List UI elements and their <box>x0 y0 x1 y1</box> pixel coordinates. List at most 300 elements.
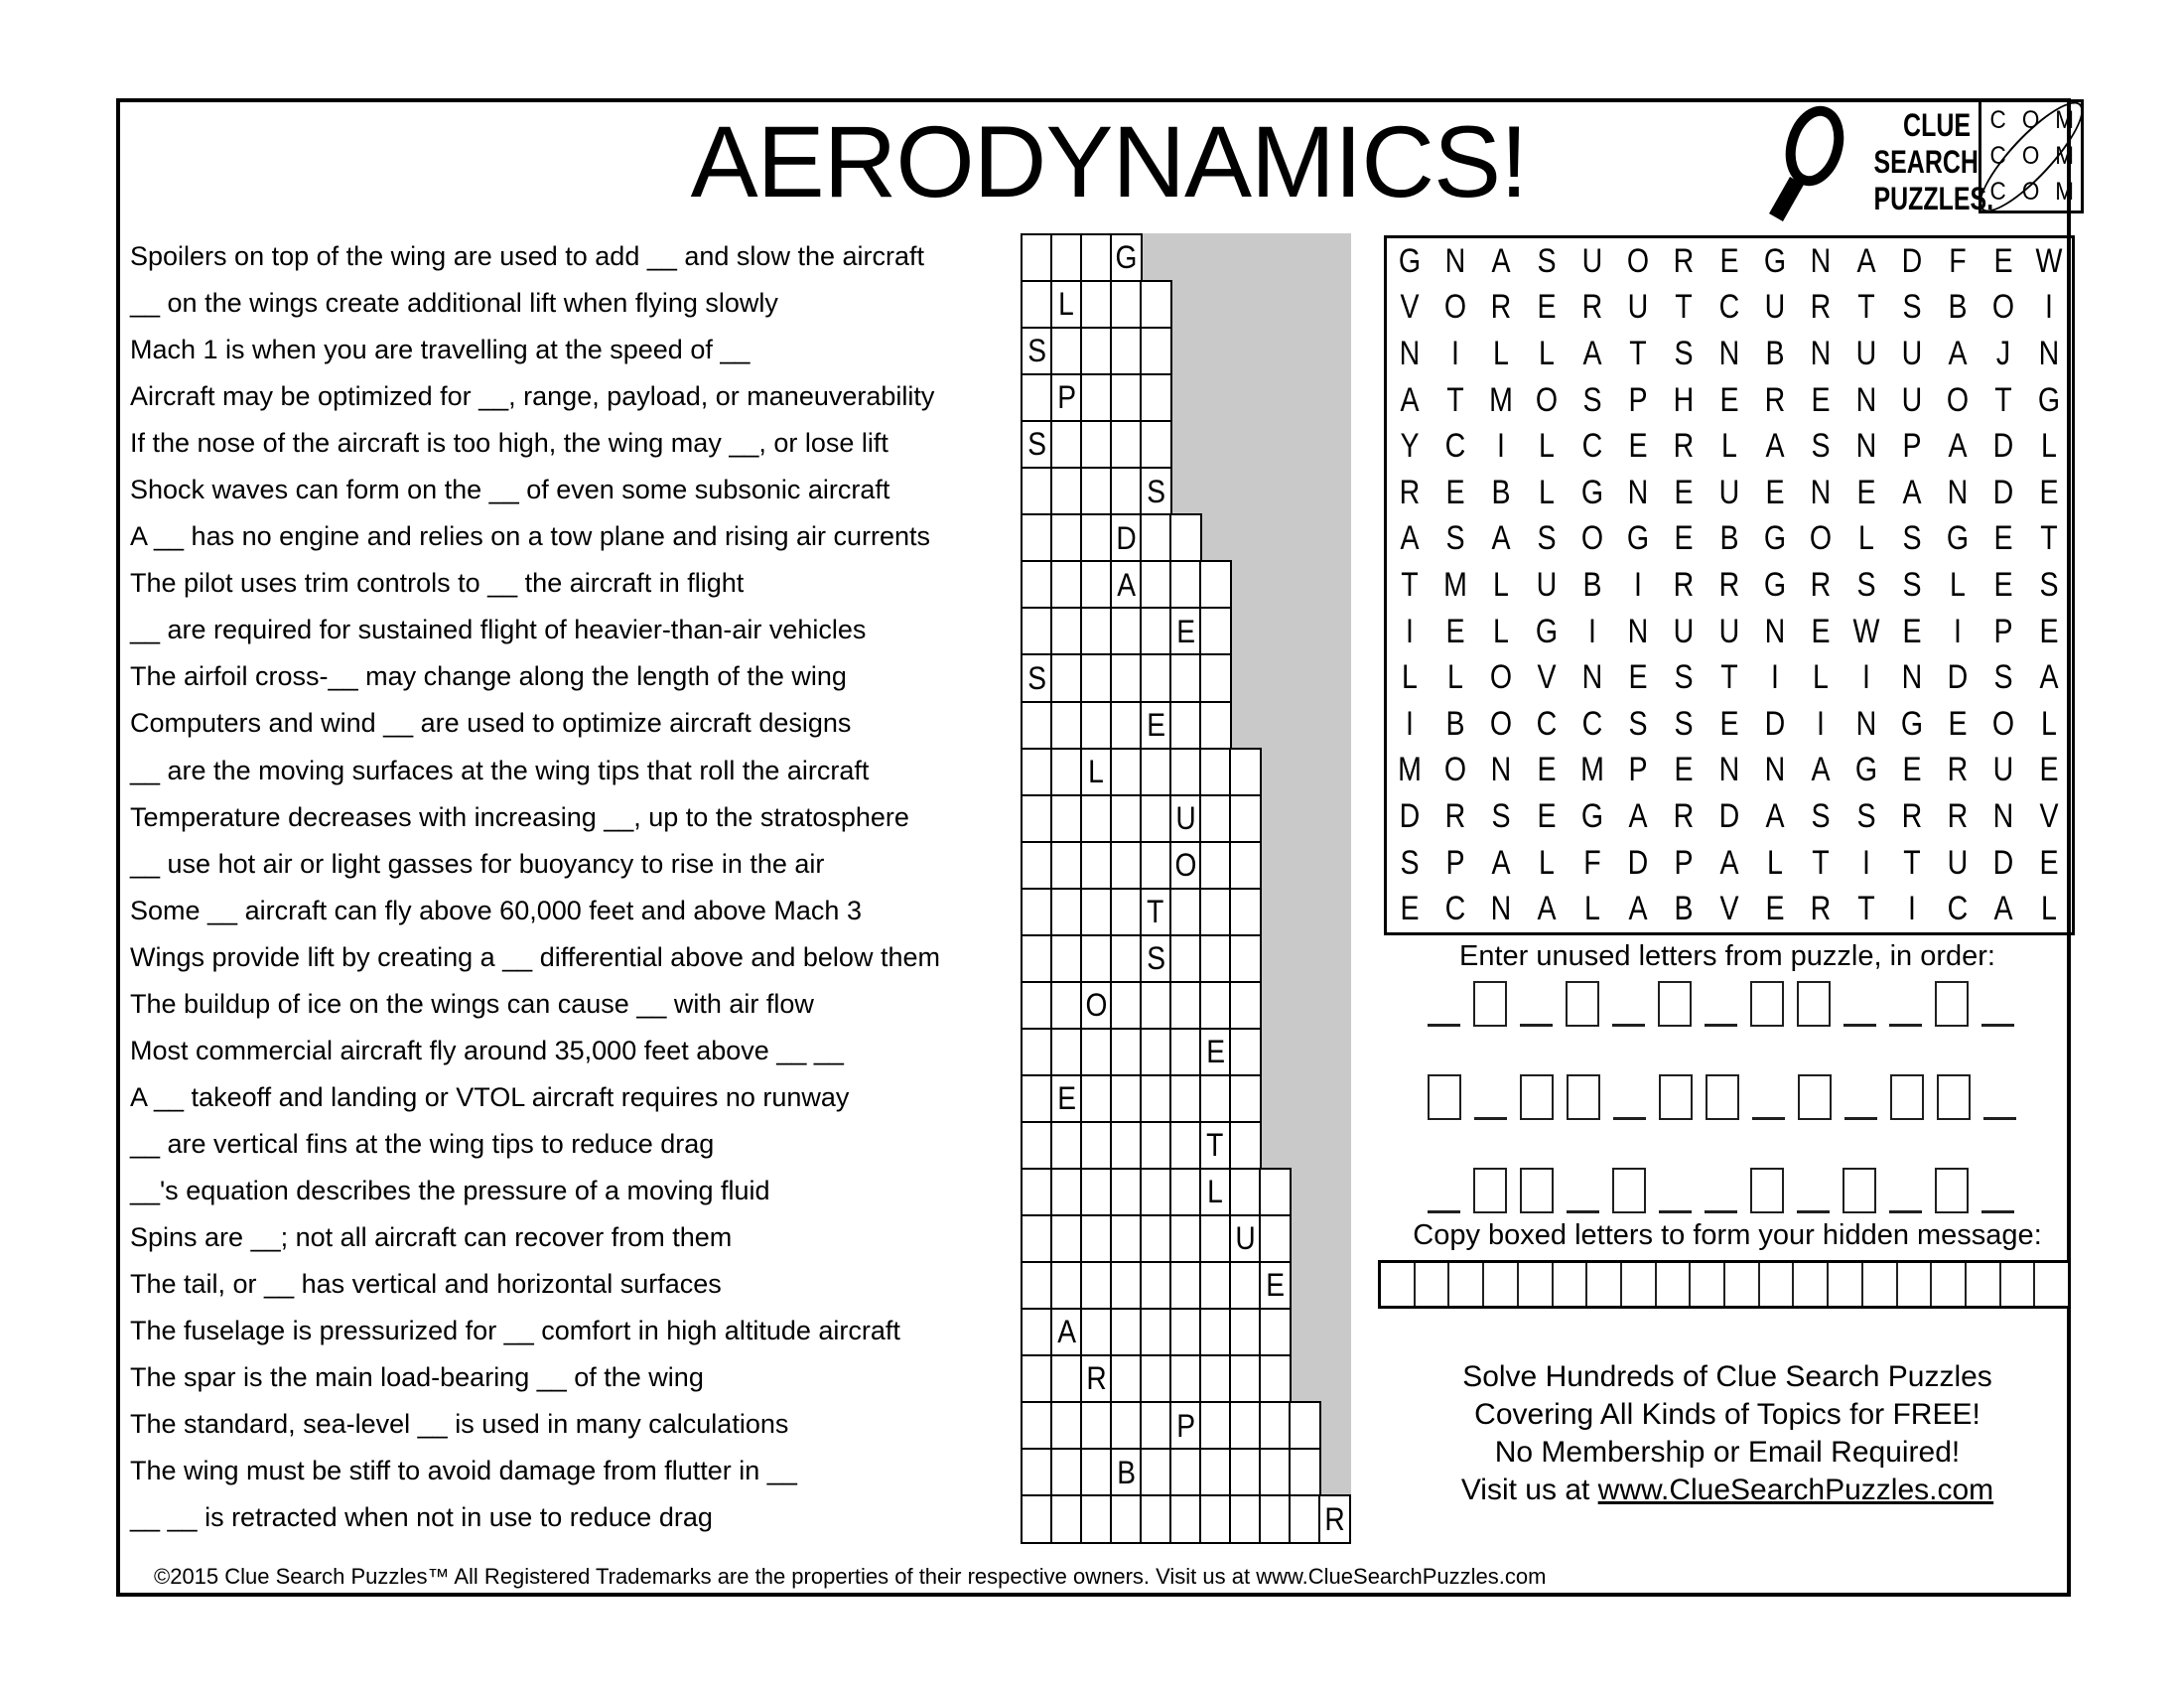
wordsearch-letter[interactable]: N <box>2038 334 2060 372</box>
crossword-cell[interactable] <box>1140 280 1172 330</box>
unused-letter-blank[interactable] <box>1981 1210 2014 1213</box>
crossword-cell[interactable] <box>1080 1448 1113 1497</box>
crossword-cell[interactable] <box>1169 981 1202 1031</box>
wordsearch-letter[interactable]: T <box>1857 890 1875 928</box>
wordsearch-letter[interactable]: E <box>1719 241 1739 280</box>
wordsearch-letter[interactable]: L <box>1447 658 1463 697</box>
wordsearch-letter[interactable]: N <box>1718 751 1740 789</box>
wordsearch-letter[interactable]: M <box>1580 751 1604 789</box>
wordsearch-letter[interactable]: E <box>1902 751 1922 789</box>
unused-letter-box[interactable] <box>1520 1074 1554 1120</box>
crossword-cell[interactable] <box>1229 794 1262 844</box>
wordsearch-letter[interactable]: L <box>1721 427 1737 466</box>
crossword-cell[interactable] <box>1140 560 1172 610</box>
crossword-cell[interactable] <box>1110 701 1143 751</box>
crossword-cell[interactable] <box>1110 607 1143 656</box>
wordsearch-letter[interactable]: N <box>1444 241 1466 280</box>
wordsearch-letter[interactable]: N <box>1992 796 2014 835</box>
wordsearch-letter[interactable]: T <box>1812 843 1830 882</box>
wordsearch-letter[interactable]: N <box>1490 751 1512 789</box>
wordsearch-letter[interactable]: G <box>1763 519 1787 558</box>
crossword-cell[interactable] <box>1050 1028 1083 1077</box>
wordsearch-letter[interactable]: U <box>1718 612 1740 650</box>
hidden-message-cell[interactable] <box>1898 1263 1933 1306</box>
unused-letter-blank[interactable] <box>1705 1210 1737 1213</box>
crossword-cell[interactable] <box>1050 233 1083 283</box>
crossword-cell[interactable] <box>1021 1028 1053 1077</box>
wordsearch-letter[interactable]: T <box>1629 334 1647 372</box>
wordsearch-letter[interactable]: E <box>1628 427 1648 466</box>
crossword-cell[interactable] <box>1050 794 1083 844</box>
crossword-cell[interactable] <box>1169 748 1202 797</box>
crossword-cell[interactable] <box>1080 981 1113 1031</box>
wordsearch-letter[interactable]: S <box>1902 565 1922 604</box>
crossword-cell[interactable] <box>1140 841 1172 891</box>
wordsearch-letter[interactable]: G <box>1854 751 1878 789</box>
crossword-cell[interactable] <box>1169 1261 1202 1311</box>
wordsearch-letter[interactable]: Y <box>1400 427 1420 466</box>
crossword-cell[interactable] <box>1229 1261 1262 1311</box>
crossword-cell[interactable] <box>1110 233 1143 283</box>
crossword-cell[interactable] <box>1080 888 1113 937</box>
wordsearch-letter[interactable]: A <box>1993 890 2013 928</box>
crossword-cell[interactable] <box>1080 467 1113 516</box>
wordsearch-letter[interactable]: E <box>1445 473 1465 511</box>
unused-letter-box[interactable] <box>1566 981 1599 1027</box>
wordsearch-letter[interactable]: B <box>1674 890 1694 928</box>
crossword-cell[interactable] <box>1021 1308 1053 1357</box>
unused-letter-box[interactable] <box>1750 981 1784 1027</box>
wordsearch-letter[interactable]: R <box>1673 427 1695 466</box>
wordsearch-letter[interactable]: I <box>1406 612 1414 650</box>
wordsearch-letter[interactable]: N <box>1855 380 1877 419</box>
crossword-cell[interactable] <box>1259 1214 1292 1264</box>
wordsearch-letter[interactable]: P <box>1674 843 1694 882</box>
crossword-cell[interactable] <box>1140 1028 1172 1077</box>
crossword-cell[interactable] <box>1259 1168 1292 1217</box>
crossword-cell[interactable] <box>1021 467 1053 516</box>
wordsearch-letter[interactable]: R <box>1673 796 1695 835</box>
wordsearch-letter[interactable]: V <box>1537 658 1557 697</box>
wordsearch-letter[interactable]: N <box>1581 658 1603 697</box>
crossword-cell[interactable] <box>1110 1028 1143 1077</box>
crossword-cell[interactable] <box>1021 327 1053 376</box>
wordsearch-letter[interactable]: R <box>1673 565 1695 604</box>
wordsearch-letter[interactable]: A <box>1948 334 1968 372</box>
wordsearch-letter[interactable]: S <box>1811 796 1831 835</box>
wordsearch-letter[interactable]: R <box>1810 565 1832 604</box>
unused-letter-box[interactable] <box>1935 1168 1969 1213</box>
unused-letter-box[interactable] <box>1659 1074 1693 1120</box>
crossword-cell[interactable] <box>1050 467 1083 516</box>
wordsearch-letter[interactable]: V <box>1719 890 1739 928</box>
wordsearch-letter[interactable]: J <box>1995 334 2011 372</box>
hidden-message-cell[interactable] <box>1416 1263 1450 1306</box>
wordsearch-letter[interactable]: N <box>1810 334 1832 372</box>
crossword-cell[interactable] <box>1021 934 1053 984</box>
wordsearch-letter[interactable]: I <box>1451 334 1459 372</box>
wordsearch-letter[interactable]: E <box>1400 890 1420 928</box>
wordsearch-letter[interactable]: R <box>1810 288 1832 327</box>
wordsearch-letter[interactable]: V <box>1400 288 1420 327</box>
crossword-cell[interactable] <box>1199 1354 1232 1404</box>
wordsearch-letter[interactable]: A <box>1902 473 1922 511</box>
wordsearch-letter[interactable]: A <box>1765 427 1785 466</box>
crossword-cell[interactable] <box>1021 1354 1053 1404</box>
unused-letter-blank[interactable] <box>1889 1210 1922 1213</box>
wordsearch-letter[interactable]: W <box>1852 612 1880 650</box>
crossword-cell[interactable] <box>1199 888 1232 937</box>
wordsearch-letter[interactable]: D <box>1947 658 1969 697</box>
crossword-cell[interactable] <box>1259 1448 1292 1497</box>
wordsearch-letter[interactable]: D <box>1764 704 1786 743</box>
crossword-cell[interactable] <box>1199 1074 1232 1124</box>
wordsearch-letter[interactable]: E <box>1993 241 2013 280</box>
wordsearch-letter[interactable]: N <box>1810 241 1832 280</box>
wordsearch-letter[interactable]: L <box>2041 427 2057 466</box>
wordsearch-letter[interactable]: S <box>1993 658 2013 697</box>
wordsearch-letter[interactable]: E <box>1993 565 2013 604</box>
wordsearch-letter[interactable]: T <box>1994 380 2012 419</box>
wordsearch-letter[interactable]: L <box>1402 658 1418 697</box>
crossword-cell[interactable] <box>1110 513 1143 563</box>
wordsearch-letter[interactable]: A <box>1491 241 1511 280</box>
wordsearch-letter[interactable]: R <box>1947 796 1969 835</box>
wordsearch-letter[interactable]: N <box>1627 612 1649 650</box>
wordsearch-letter[interactable]: M <box>1443 565 1467 604</box>
wordsearch-letter[interactable]: U <box>1855 334 1877 372</box>
crossword-cell[interactable] <box>1140 1308 1172 1357</box>
crossword-cell[interactable] <box>1259 1261 1292 1311</box>
wordsearch-letter[interactable]: L <box>2041 704 2057 743</box>
unused-letter-blank[interactable] <box>1659 1210 1692 1213</box>
wordsearch-letter[interactable]: O <box>1626 241 1650 280</box>
crossword-cell[interactable] <box>1110 1494 1143 1544</box>
crossword-cell[interactable] <box>1080 327 1113 376</box>
wordsearch-letter[interactable]: C <box>1581 427 1603 466</box>
crossword-cell[interactable] <box>1110 327 1143 376</box>
wordsearch-letter[interactable]: M <box>1489 380 1513 419</box>
crossword-cell[interactable] <box>1080 748 1113 797</box>
hidden-message-cell[interactable] <box>1863 1263 1898 1306</box>
crossword-cell[interactable] <box>1080 1354 1113 1404</box>
wordsearch-letter[interactable]: O <box>1443 288 1467 327</box>
crossword-cell[interactable] <box>1199 701 1232 751</box>
crossword-cell[interactable] <box>1110 1214 1143 1264</box>
wordsearch-letter[interactable]: R <box>1901 796 1923 835</box>
crossword-cell[interactable] <box>1110 1074 1143 1124</box>
wordsearch-letter[interactable]: N <box>1399 334 1421 372</box>
crossword-cell[interactable] <box>1229 1354 1262 1404</box>
wordsearch-letter[interactable]: A <box>1628 796 1648 835</box>
crossword-cell[interactable] <box>1199 841 1232 891</box>
wordsearch-letter[interactable]: E <box>1811 612 1831 650</box>
crossword-cell[interactable] <box>1229 888 1262 937</box>
wordsearch-letter[interactable]: U <box>1536 565 1558 604</box>
wordsearch-letter[interactable]: S <box>1400 843 1420 882</box>
crossword-cell[interactable] <box>1021 513 1053 563</box>
wordsearch-letter[interactable]: S <box>2039 565 2059 604</box>
crossword-cell[interactable] <box>1140 981 1172 1031</box>
crossword-cell[interactable] <box>1259 1494 1292 1544</box>
wordsearch-letter[interactable]: G <box>1398 241 1422 280</box>
crossword-cell[interactable] <box>1169 1448 1202 1497</box>
crossword-cell[interactable] <box>1050 1074 1083 1124</box>
crossword-cell[interactable] <box>1199 607 1232 656</box>
crossword-cell[interactable] <box>1229 1028 1262 1077</box>
unused-letter-box[interactable] <box>1937 1074 1971 1120</box>
wordsearch-letter[interactable]: A <box>1537 890 1557 928</box>
unused-letter-blank[interactable] <box>1567 1210 1599 1213</box>
wordsearch-letter[interactable]: G <box>1763 565 1787 604</box>
crossword-cell[interactable] <box>1021 1261 1053 1311</box>
crossword-cell[interactable] <box>1229 1168 1262 1217</box>
crossword-cell[interactable] <box>1140 1354 1172 1404</box>
crossword-cell[interactable] <box>1050 607 1083 656</box>
wordsearch-letter[interactable]: O <box>1809 519 1833 558</box>
wordsearch-letter[interactable]: L <box>1858 519 1874 558</box>
wordsearch-letter[interactable]: D <box>1399 796 1421 835</box>
crossword-cell[interactable] <box>1021 1121 1053 1171</box>
wordsearch-letter[interactable]: C <box>1536 704 1558 743</box>
crossword-cell[interactable] <box>1169 1354 1202 1404</box>
hidden-message-cell[interactable] <box>1587 1263 1622 1306</box>
crossword-cell[interactable] <box>1080 513 1113 563</box>
crossword-cell[interactable] <box>1140 420 1172 470</box>
crossword-cell[interactable] <box>1110 888 1143 937</box>
wordsearch-letter[interactable]: T <box>1857 288 1875 327</box>
wordsearch-letter[interactable]: E <box>1537 751 1557 789</box>
wordsearch-letter[interactable]: U <box>1901 334 1923 372</box>
unused-letter-box[interactable] <box>1797 981 1831 1027</box>
crossword-cell[interactable] <box>1021 1494 1053 1544</box>
crossword-cell[interactable] <box>1110 467 1143 516</box>
crossword-cell[interactable] <box>1140 1121 1172 1171</box>
wordsearch-letter[interactable]: S <box>1902 519 1922 558</box>
crossword-cell[interactable] <box>1050 841 1083 891</box>
crossword-cell[interactable] <box>1050 1354 1083 1404</box>
wordsearch-letter[interactable]: P <box>1628 751 1648 789</box>
crossword-cell[interactable] <box>1050 701 1083 751</box>
wordsearch-letter[interactable]: E <box>2039 473 2059 511</box>
crossword-cell[interactable] <box>1229 1401 1262 1451</box>
wordsearch-letter[interactable]: M <box>1398 751 1422 789</box>
wordsearch-letter[interactable]: H <box>1673 380 1695 419</box>
wordsearch-letter[interactable]: B <box>1582 565 1602 604</box>
crossword-cell[interactable] <box>1140 1448 1172 1497</box>
crossword-cell[interactable] <box>1229 981 1262 1031</box>
wordsearch-letter[interactable]: R <box>1490 288 1512 327</box>
wordsearch-letter[interactable]: R <box>1810 890 1832 928</box>
hidden-message-cell[interactable] <box>1829 1263 1863 1306</box>
crossword-cell[interactable] <box>1050 560 1083 610</box>
unused-letter-blank[interactable] <box>1705 1024 1737 1027</box>
crossword-cell[interactable] <box>1080 1214 1113 1264</box>
hidden-message-cell[interactable] <box>1519 1263 1554 1306</box>
hidden-message-cell[interactable] <box>1932 1263 1967 1306</box>
crossword-cell[interactable] <box>1140 513 1172 563</box>
crossword-cell[interactable] <box>1229 1494 1262 1544</box>
crossword-cell[interactable] <box>1169 1308 1202 1357</box>
crossword-cell[interactable] <box>1169 1168 1202 1217</box>
crossword-cell[interactable] <box>1021 748 1053 797</box>
wordsearch-letter[interactable]: L <box>1539 843 1555 882</box>
wordsearch-letter[interactable]: S <box>1674 658 1694 697</box>
wordsearch-letter[interactable]: E <box>1674 473 1694 511</box>
wordsearch-letter[interactable]: A <box>1400 380 1420 419</box>
wordsearch-letter[interactable]: L <box>1584 890 1600 928</box>
crossword-cell[interactable] <box>1021 1168 1053 1217</box>
crossword-cell[interactable] <box>1080 1121 1113 1171</box>
wordsearch-letter[interactable]: G <box>2037 380 2061 419</box>
crossword-cell[interactable] <box>1080 233 1113 283</box>
wordsearch-letter[interactable]: G <box>1580 796 1604 835</box>
wordsearch-letter[interactable]: T <box>1446 380 1464 419</box>
crossword-cell[interactable] <box>1110 794 1143 844</box>
wordsearch-letter[interactable]: D <box>1992 843 2014 882</box>
wordsearch-letter[interactable]: O <box>1489 658 1513 697</box>
unused-letter-blank[interactable] <box>1428 1024 1460 1027</box>
wordsearch-letter[interactable]: R <box>1399 473 1421 511</box>
crossword-cell[interactable] <box>1080 1168 1113 1217</box>
wordsearch-letter[interactable]: U <box>1718 473 1740 511</box>
wordsearch-letter[interactable]: L <box>1493 612 1509 650</box>
unused-letter-blank[interactable] <box>1797 1210 1830 1213</box>
crossword-cell[interactable] <box>1169 1074 1202 1124</box>
wordsearch-letter[interactable]: N <box>1490 890 1512 928</box>
crossword-cell[interactable] <box>1080 1401 1113 1451</box>
wordsearch-letter[interactable]: T <box>2040 519 2058 558</box>
wordsearch-letter[interactable]: A <box>1948 427 1968 466</box>
wordsearch-letter[interactable]: C <box>1444 890 1466 928</box>
crossword-cell[interactable] <box>1140 888 1172 937</box>
unused-letter-blank[interactable] <box>1981 1024 2014 1027</box>
wordsearch-letter[interactable]: C <box>1581 704 1603 743</box>
crossword-cell[interactable] <box>1021 1401 1053 1451</box>
wordsearch-letter[interactable]: A <box>1582 334 1602 372</box>
wordsearch-letter[interactable]: S <box>1537 241 1557 280</box>
crossword-cell[interactable] <box>1140 1494 1172 1544</box>
wordsearch-letter[interactable]: E <box>1902 612 1922 650</box>
crossword-cell[interactable] <box>1140 607 1172 656</box>
crossword-cell[interactable] <box>1021 607 1053 656</box>
crossword-cell[interactable] <box>1110 373 1143 423</box>
crossword-cell[interactable] <box>1259 1308 1292 1357</box>
crossword-cell[interactable] <box>1199 1494 1232 1544</box>
wordsearch-letter[interactable]: O <box>1580 519 1604 558</box>
wordsearch-letter[interactable]: L <box>1493 565 1509 604</box>
crossword-cell[interactable] <box>1021 280 1053 330</box>
wordsearch-letter[interactable]: S <box>1491 796 1511 835</box>
wordsearch-letter[interactable]: R <box>1718 565 1740 604</box>
wordsearch-letter[interactable]: G <box>1626 519 1650 558</box>
crossword-cell[interactable] <box>1021 560 1053 610</box>
crossword-cell[interactable] <box>1080 560 1113 610</box>
crossword-cell[interactable] <box>1050 1448 1083 1497</box>
unused-letter-box[interactable] <box>1428 1074 1461 1120</box>
wordsearch-letter[interactable]: S <box>1856 796 1876 835</box>
crossword-cell[interactable] <box>1199 1261 1232 1311</box>
crossword-cell[interactable] <box>1080 653 1113 703</box>
wordsearch-letter[interactable]: E <box>1537 796 1557 835</box>
wordsearch-letter[interactable]: E <box>1674 519 1694 558</box>
wordsearch-letter[interactable]: A <box>1765 796 1785 835</box>
crossword-cell[interactable] <box>1110 280 1143 330</box>
crossword-cell[interactable] <box>1199 981 1232 1031</box>
wordsearch-letter[interactable]: I <box>1588 612 1596 650</box>
crossword-cell[interactable] <box>1080 841 1113 891</box>
crossword-cell[interactable] <box>1050 327 1083 376</box>
crossword-cell[interactable] <box>1110 748 1143 797</box>
wordsearch-letter[interactable]: N <box>1855 427 1877 466</box>
wordsearch-letter[interactable]: R <box>1581 288 1603 327</box>
crossword-cell[interactable] <box>1169 701 1202 751</box>
crossword-cell[interactable] <box>1080 373 1113 423</box>
wordsearch-letter[interactable]: N <box>1764 751 1786 789</box>
crossword-cell[interactable] <box>1050 653 1083 703</box>
crossword-cell[interactable] <box>1199 1448 1232 1497</box>
crossword-cell[interactable] <box>1140 1261 1172 1311</box>
crossword-cell[interactable] <box>1169 653 1202 703</box>
crossword-cell[interactable] <box>1080 701 1113 751</box>
wordsearch-letter[interactable]: E <box>2039 612 2059 650</box>
crossword-cell[interactable] <box>1021 841 1053 891</box>
wordsearch-letter[interactable]: O <box>1535 380 1559 419</box>
crossword-cell[interactable] <box>1229 1121 1262 1171</box>
hidden-message-cell[interactable] <box>2035 1263 2068 1306</box>
wordsearch-letter[interactable]: F <box>1949 241 1967 280</box>
wordsearch-letter[interactable]: P <box>1628 380 1648 419</box>
hidden-message-cell[interactable] <box>1449 1263 1484 1306</box>
crossword-cell[interactable] <box>1199 934 1232 984</box>
hidden-message-cell[interactable] <box>1967 1263 2001 1306</box>
crossword-cell[interactable] <box>1140 1074 1172 1124</box>
crossword-cell[interactable] <box>1199 560 1232 610</box>
wordsearch-letter[interactable]: A <box>2039 658 2059 697</box>
wordsearch-letter[interactable]: E <box>1537 288 1557 327</box>
wordsearch-letter[interactable]: N <box>1718 334 1740 372</box>
unused-letter-blank[interactable] <box>1474 1117 1507 1120</box>
wordsearch-letter[interactable]: I <box>1771 658 1779 697</box>
crossword-cell[interactable] <box>1021 794 1053 844</box>
wordsearch-letter[interactable]: A <box>1856 241 1876 280</box>
unused-letter-blank[interactable] <box>1613 1117 1646 1120</box>
wordsearch-letter[interactable]: A <box>1628 890 1648 928</box>
wordsearch-letter[interactable]: E <box>1445 612 1465 650</box>
hidden-message-cell[interactable] <box>1484 1263 1519 1306</box>
wordsearch-letter[interactable]: G <box>1946 519 1970 558</box>
wordsearch-letter[interactable]: E <box>1719 704 1739 743</box>
crossword-cell[interactable] <box>1289 1448 1321 1497</box>
wordsearch-letter[interactable]: T <box>1401 565 1419 604</box>
crossword-cell[interactable] <box>1229 1074 1262 1124</box>
crossword-cell[interactable] <box>1110 1401 1143 1451</box>
wordsearch-letter[interactable]: G <box>1900 704 1924 743</box>
wordsearch-letter[interactable]: A <box>1811 751 1831 789</box>
crossword-cell[interactable] <box>1080 1074 1113 1124</box>
crossword-cell[interactable] <box>1050 373 1083 423</box>
hidden-message-cell[interactable] <box>1622 1263 1657 1306</box>
crossword-cell[interactable] <box>1169 1028 1202 1077</box>
wordsearch-letter[interactable]: U <box>1764 288 1786 327</box>
crossword-cell[interactable] <box>1140 1168 1172 1217</box>
crossword-cell[interactable] <box>1080 934 1113 984</box>
wordsearch-letter[interactable]: F <box>1583 843 1601 882</box>
crossword-cell[interactable] <box>1199 1401 1232 1451</box>
wordsearch-letter[interactable]: E <box>1765 890 1785 928</box>
crossword-cell[interactable] <box>1199 748 1232 797</box>
wordsearch-letter[interactable]: D <box>1992 427 2014 466</box>
